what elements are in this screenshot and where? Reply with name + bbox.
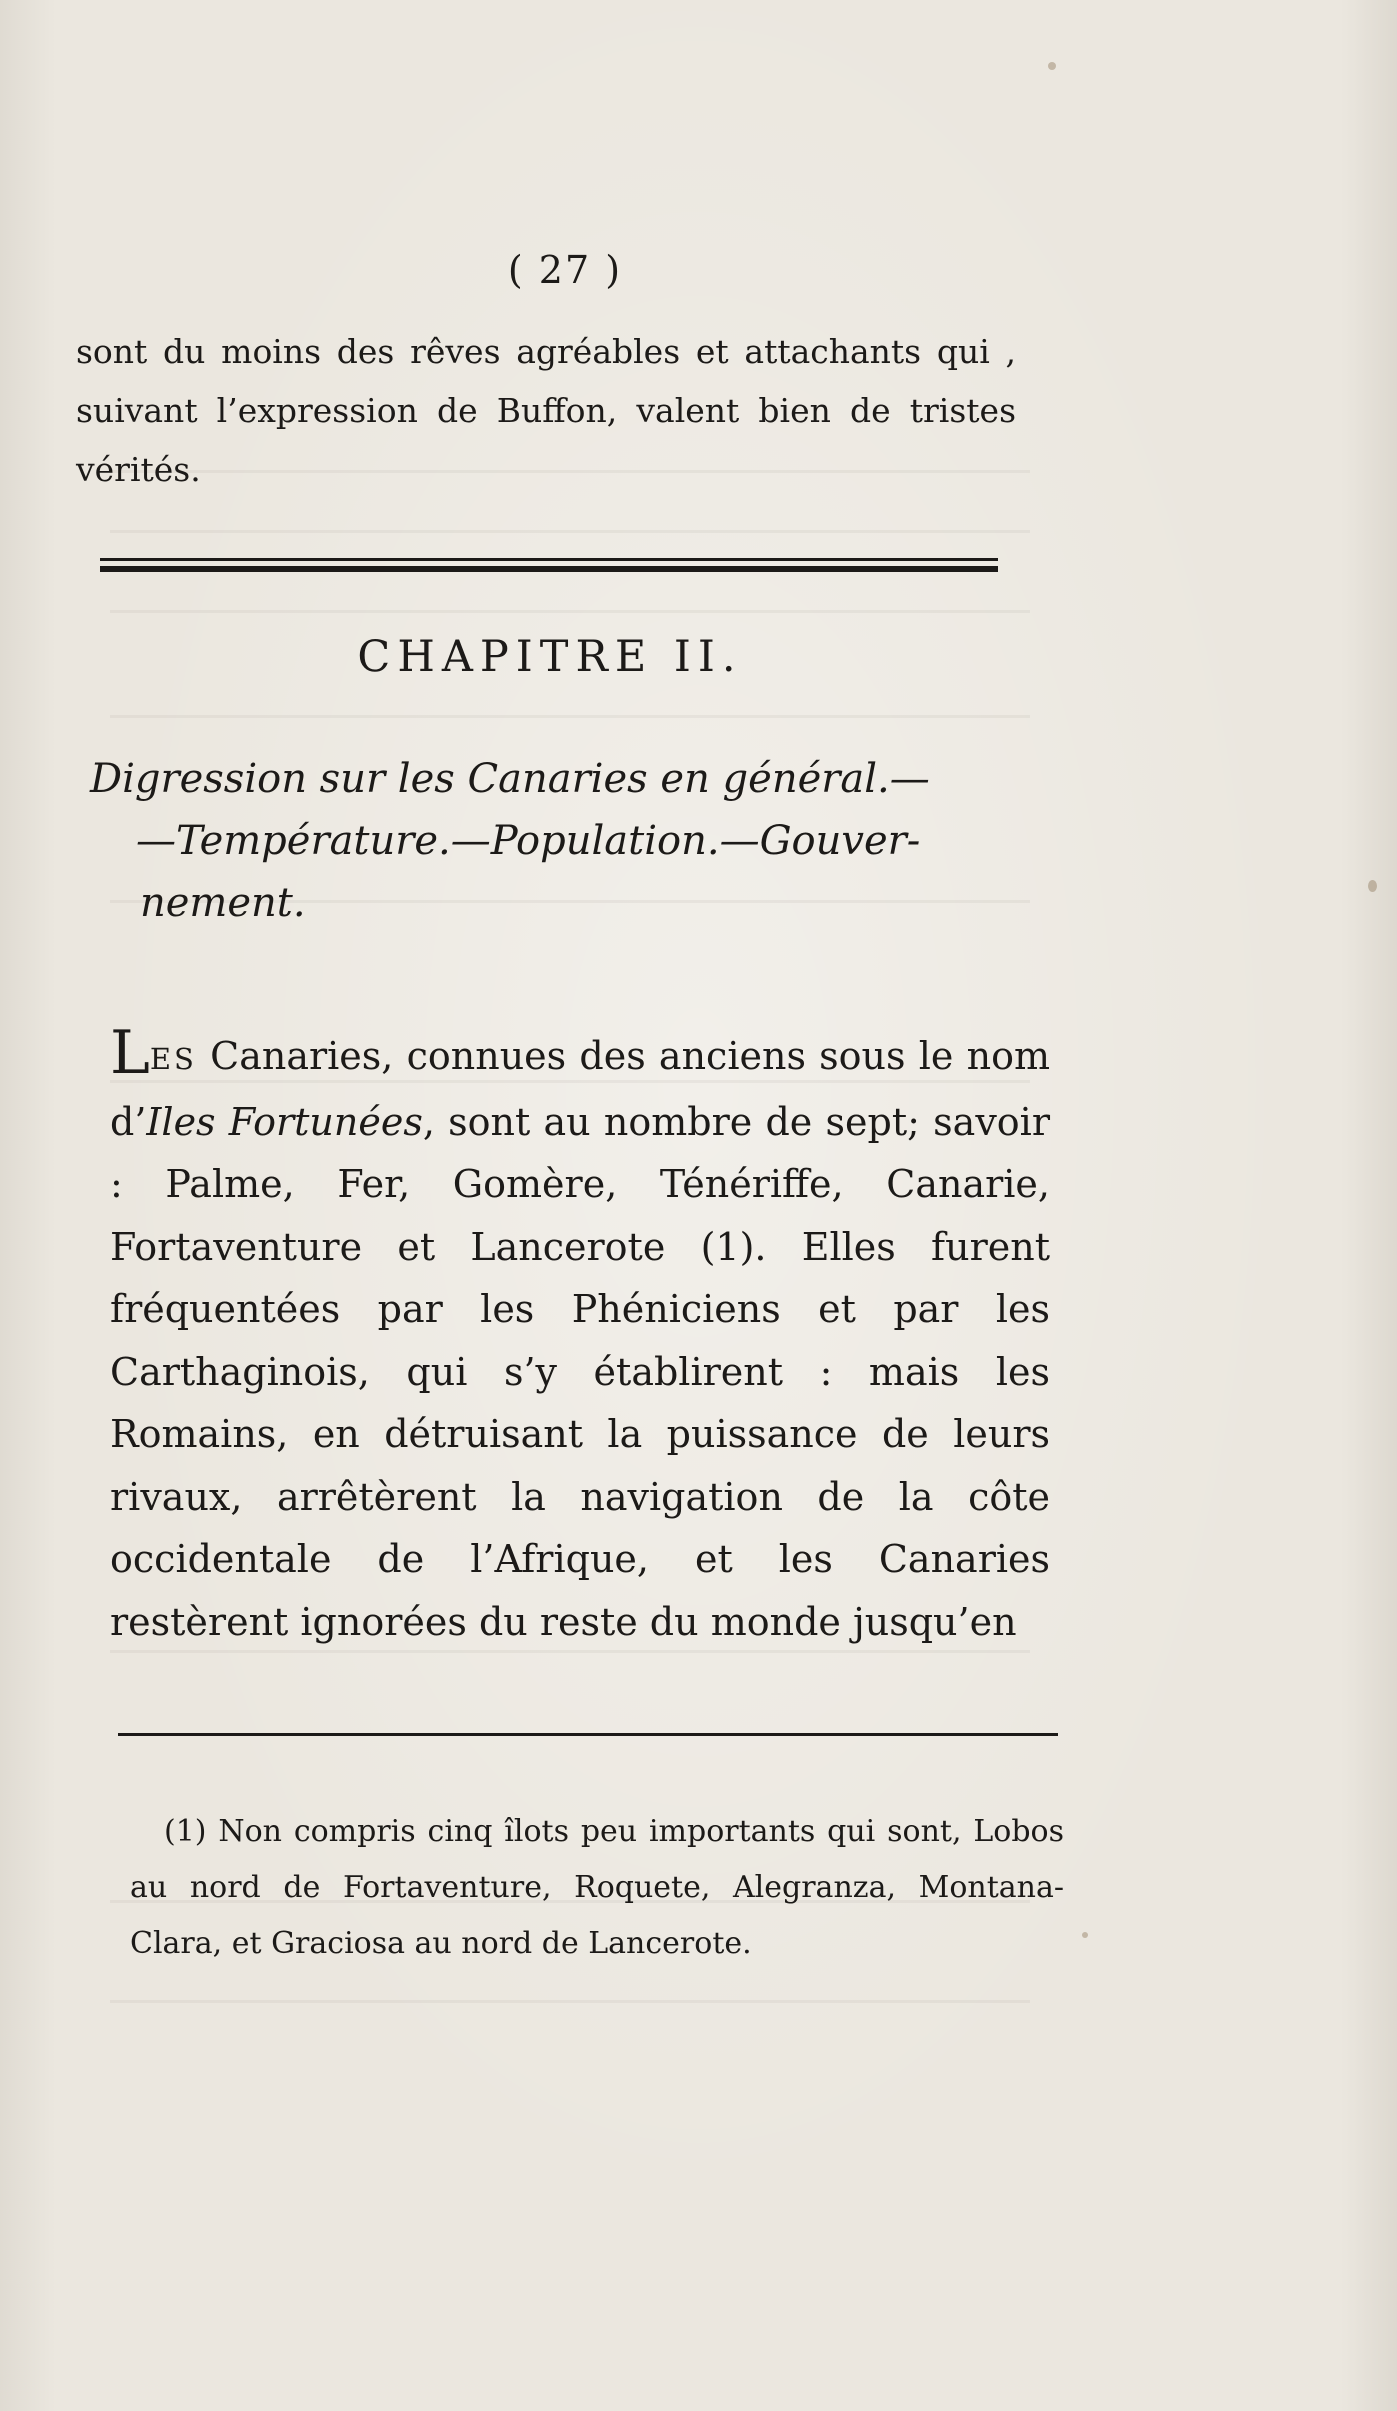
bleed-through-line (110, 530, 1030, 533)
paper-spot (1082, 1932, 1088, 1938)
chapter-title: CHAPITRE II. (357, 632, 743, 682)
italic-phrase: Iles Fortunées (146, 1099, 423, 1144)
small-caps-start: ES (149, 1042, 197, 1076)
footnote-rule (118, 1733, 1058, 1736)
chapter-summary-line: Digression sur les Canaries en général.— (90, 756, 930, 802)
chapter-summary (90, 748, 1030, 934)
footnote (130, 1804, 1064, 1972)
double-rule-divider (100, 558, 998, 572)
body-text-part: , sont au nombre de sept; savoir : Palme, Fer, Gomère, Ténériffe, Canarie, Fortaventure et Lancerote (1). Elles furent fréquentées par les Phéniciens et par les Carthaginois, qui s’y établirent : mais les Romains, en détruisant la puissance de leurs rivaux, arrêtèrent la navigation de la côte occidentale de l’Afrique, et les Canaries restèrent ignorées du reste du monde jusqu’en (110, 1099, 1050, 1644)
chapter-summary-line: nement. (140, 880, 306, 926)
footnote-text: Non compris cinq îlots peu importants qui sont, Lobos au nord de Fortaventure, Roquete, Alegranza, Montana-Clara, et Graciosa au nord de Lancerote. (130, 1814, 1064, 1961)
drop-cap: L (110, 1018, 150, 1088)
bleed-through-line (110, 715, 1030, 718)
chapter-summary-line: —Température.—Population.—Gouver- (136, 818, 921, 864)
footnote-marker: (1) (164, 1814, 207, 1849)
page-number: ( 27 ) (507, 248, 623, 292)
paper-spot (1048, 62, 1056, 70)
body-text-part: Canaries, connues des anciens sous le nom d’ (110, 1034, 1050, 1144)
continuation-paragraph: sont du moins des rêves agréables et attachants qui , suivant l’expression de Buffon, valent bien de tristes vérités. (76, 332, 1016, 489)
paper-spot (1368, 880, 1377, 892)
chapter-body-paragraph (110, 1018, 1050, 1653)
bleed-through-line (110, 610, 1030, 613)
bleed-through-line (110, 2000, 1030, 2003)
